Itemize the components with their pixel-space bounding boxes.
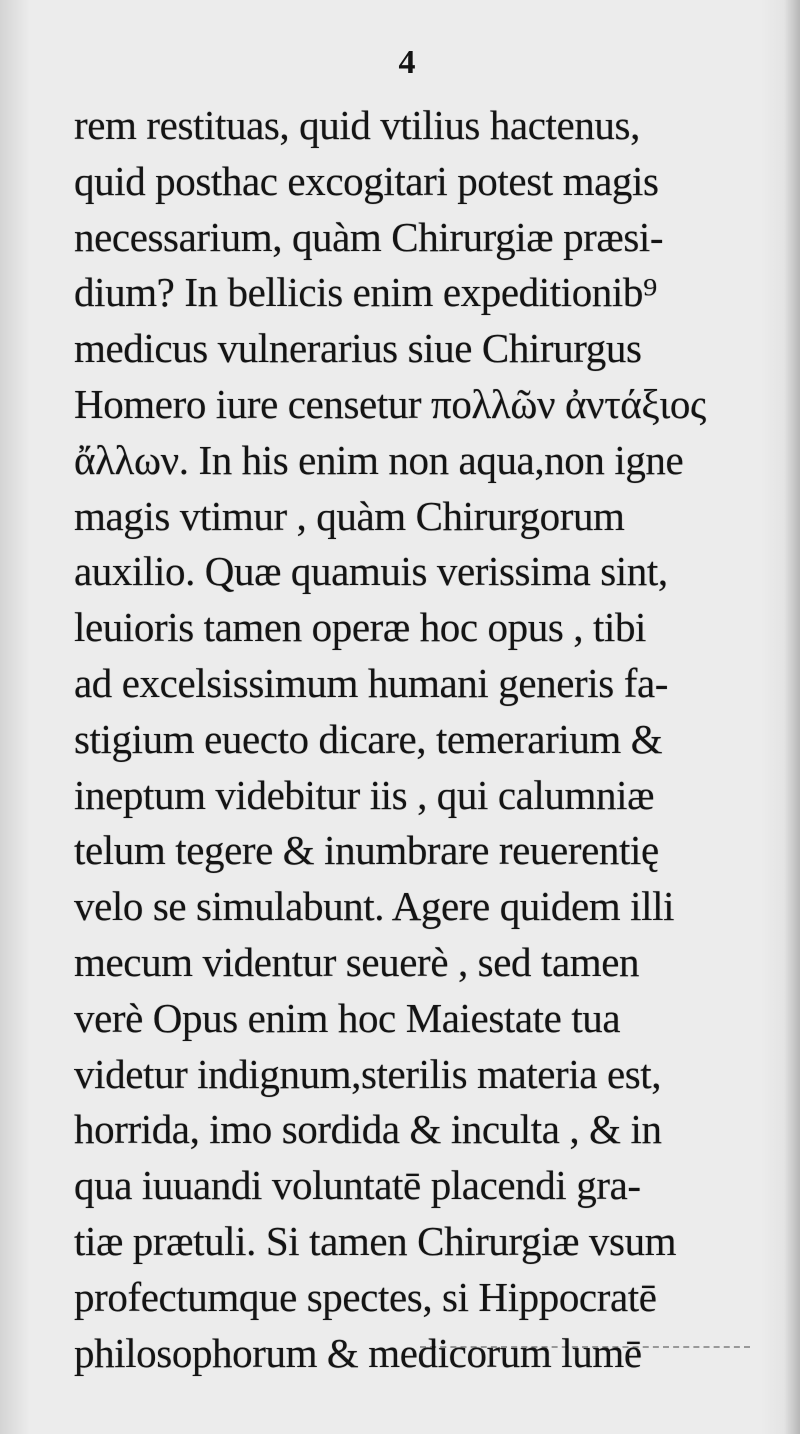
text-line: verè Opus enim hoc Maiestate tua	[74, 994, 621, 1041]
text-line: telum tegere & inumbrare reuerentię	[74, 827, 659, 874]
body-text	[74, 98, 768, 1381]
text-line: qua iuuandi voluntatē placendi gra-	[74, 1162, 641, 1209]
page-number: 4	[398, 44, 416, 81]
text-line: rem restituas, quid vtilius hactenus,	[74, 102, 640, 148]
text-line: tiæ prætuli. Si tamen Chirurgiæ vsum	[74, 1217, 677, 1264]
text-line: ἄλλων. In his enim non aqua,non igne	[74, 436, 684, 483]
bottom-rule	[420, 1346, 750, 1348]
text-line: magis vtimur , quàm Chirurgorum	[74, 492, 625, 539]
text-line: leuioris tamen operæ hoc opus , tibi	[74, 604, 647, 651]
text-line: Homero iure censetur πολλῶν ἀντάξιος	[74, 380, 706, 427]
text-line: dium? In bellicis enim expeditionib⁹	[74, 269, 657, 316]
text-line: mecum videntur seuerè , sed tamen	[74, 938, 640, 985]
text-line: necessarium, quàm Chirurgiæ præsi-	[74, 213, 664, 260]
text-line: profectumque spectes, si Hippocratē	[74, 1273, 657, 1320]
text-line: philosophorum & medicorum lumē	[74, 1329, 642, 1376]
text-line: horrida, imo sordida & inculta , & in	[74, 1106, 662, 1153]
text-line: videtur indignum,sterilis materia est,	[74, 1050, 662, 1097]
page-edge-shadow	[784, 0, 800, 1434]
text-line: quid posthac excogitari potest magis	[74, 157, 659, 204]
text-line: stigium euecto dicare, temerarium &	[74, 715, 663, 762]
text-line: medicus vulnerarius siue Chirurgus	[74, 325, 642, 372]
text-line: velo se simulabunt. Agere quidem illi	[74, 883, 675, 930]
text-line: ineptum videbitur iis , qui calumniæ	[74, 771, 655, 818]
text-line: auxilio. Quæ quamuis verissima sint,	[74, 548, 668, 595]
text-line: ad excelsissimum humani generis fa-	[74, 659, 668, 706]
